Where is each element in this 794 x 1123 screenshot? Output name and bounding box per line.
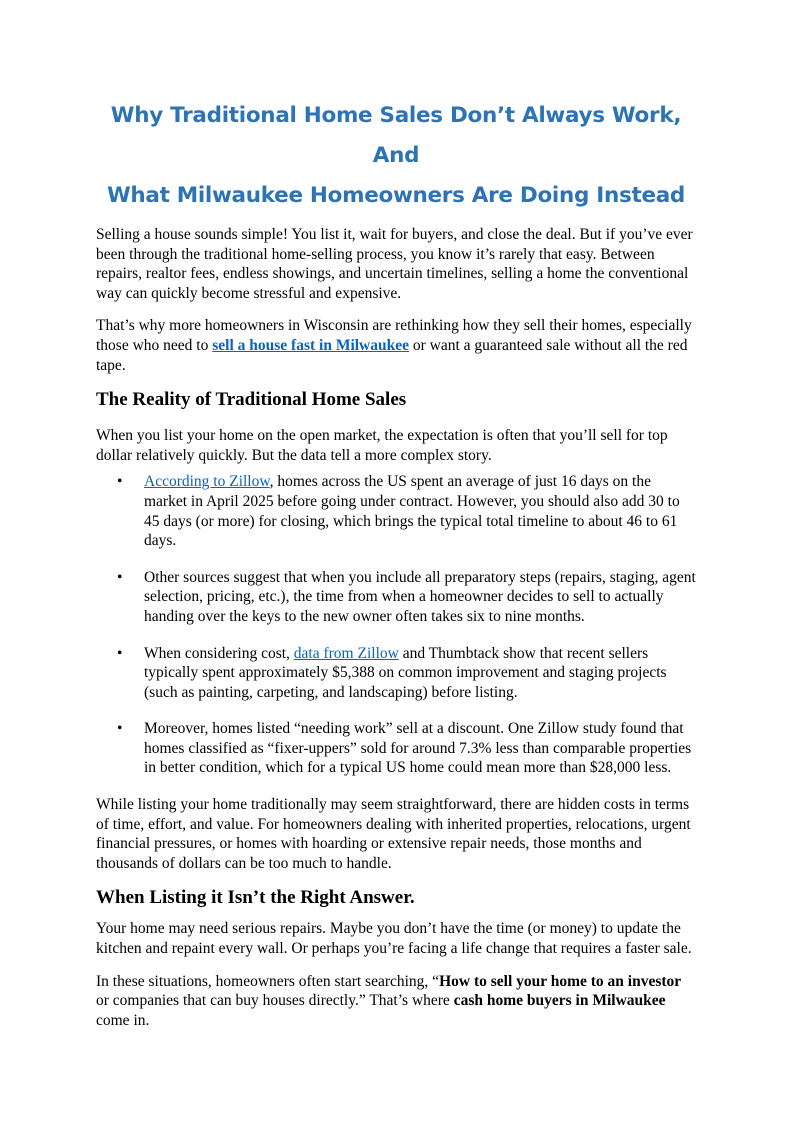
title-line-1: Why Traditional Home Sales Don’t Always Work, And <box>110 103 682 168</box>
cash-home-buyers-phrase: cash home buyers in Milwaukee <box>453 992 666 1010</box>
section2-paragraph-1: Your home may need serious repairs. Maybe you don’t have the time (or money) to update the kitchen and repaint every wall. Or perhaps you’re facing a life change that requires a faster sale. <box>96 920 692 958</box>
bullet-3-text-before: When considering cost, <box>144 644 294 662</box>
section2-paragraph-2 <box>96 972 696 1031</box>
intro-paragraph-1: Selling a house sounds simple! You list it, wait for buyers, and close the deal. But if you’ve ever been through the traditional home-selling process, you know it’s rarely that easy. Between repairs, realtor fees, endless showings, and uncertain timelines, selling a home the conventional way can quickly become stressful and expensive. <box>96 226 693 302</box>
title-line-2: What Milwaukee Homeowners Are Doing Instead <box>106 183 686 208</box>
intro-p2-text-before: That’s why more homeowners in Wisconsin are rethinking how they sell their homes, especially those who need to <box>96 317 692 354</box>
list-item <box>96 719 696 778</box>
section-heading-listing: When Listing it Isn’t the Right Answer. <box>96 887 415 909</box>
section1-closing-paragraph: While listing your home traditionally may seem straightforward, there are hidden costs in terms of time, effort, and value. For homeowners dealing with inherited properties, relocations, urgent financial pressures, or homes with hoarding or extensive repair needs, those months and thousands of dollars can be too much to handle. <box>96 796 691 872</box>
section2-p2-text-b: or companies that can buy houses directly.” That’s where <box>96 992 454 1010</box>
document-title <box>96 96 696 216</box>
bullet-icon: • <box>117 568 123 586</box>
intro-p2-text-after: or want a guaranteed sale without all the red tape. <box>96 336 688 374</box>
list-item <box>96 472 696 550</box>
according-to-zillow-link[interactable]: According to Zillow <box>144 473 270 491</box>
section2-p2-text-a: In these situations, homeowners often start searching, “ <box>96 972 440 990</box>
bullet-icon: • <box>117 644 123 662</box>
investor-search-phrase: How to sell your home to an investor <box>439 972 682 990</box>
bullet-3-text: and Thumbtack show that recent sellers typically spent approximately $5,388 on common improvement and staging projects (such as painting, carpeting, and landscaping) before listing. <box>144 644 667 701</box>
bullet-icon: • <box>117 720 123 738</box>
section2-p2-text-c: come in. <box>96 1011 150 1029</box>
bullet-icon: • <box>117 473 123 491</box>
section-heading-reality: The Reality of Traditional Home Sales <box>96 389 407 411</box>
intro-paragraph-2 <box>96 316 696 375</box>
list-item <box>96 568 696 627</box>
bullet-4-text: Moreover, homes listed “needing work” sell at a discount. One Zillow study found that homes classified as “fixer-uppers” sold for around 7.3% less than comparable properties in better condition, which for a typical US home could mean more than $28,000 less. <box>144 720 692 777</box>
section1-intro-paragraph: When you list your home on the open market, the expectation is often that you’ll sell for top dollar relatively quickly. But the data tell a more complex story. <box>96 427 668 464</box>
list-item <box>96 644 696 703</box>
statistics-bullet-list <box>96 472 696 778</box>
bullet-1-text: , homes across the US spent an average of just 16 days on the market in April 2025 before going under contract. However, you should also add 30 to 45 days (or more) for closing, which brings the typical total timeline to about 46 to 61 days. <box>144 473 680 550</box>
data-from-zillow-link[interactable]: data from Zillow <box>293 644 399 662</box>
sell-house-fast-link[interactable]: sell a house fast in Milwaukee <box>212 336 410 354</box>
bullet-2-text: Other sources suggest that when you include all preparatory steps (repairs, staging, agent selection, pricing, etc.), the time from when a homeowner decides to sell to actually handing over the keys to the new owner often takes six to nine months. <box>144 568 696 625</box>
document-page <box>96 96 696 1043</box>
